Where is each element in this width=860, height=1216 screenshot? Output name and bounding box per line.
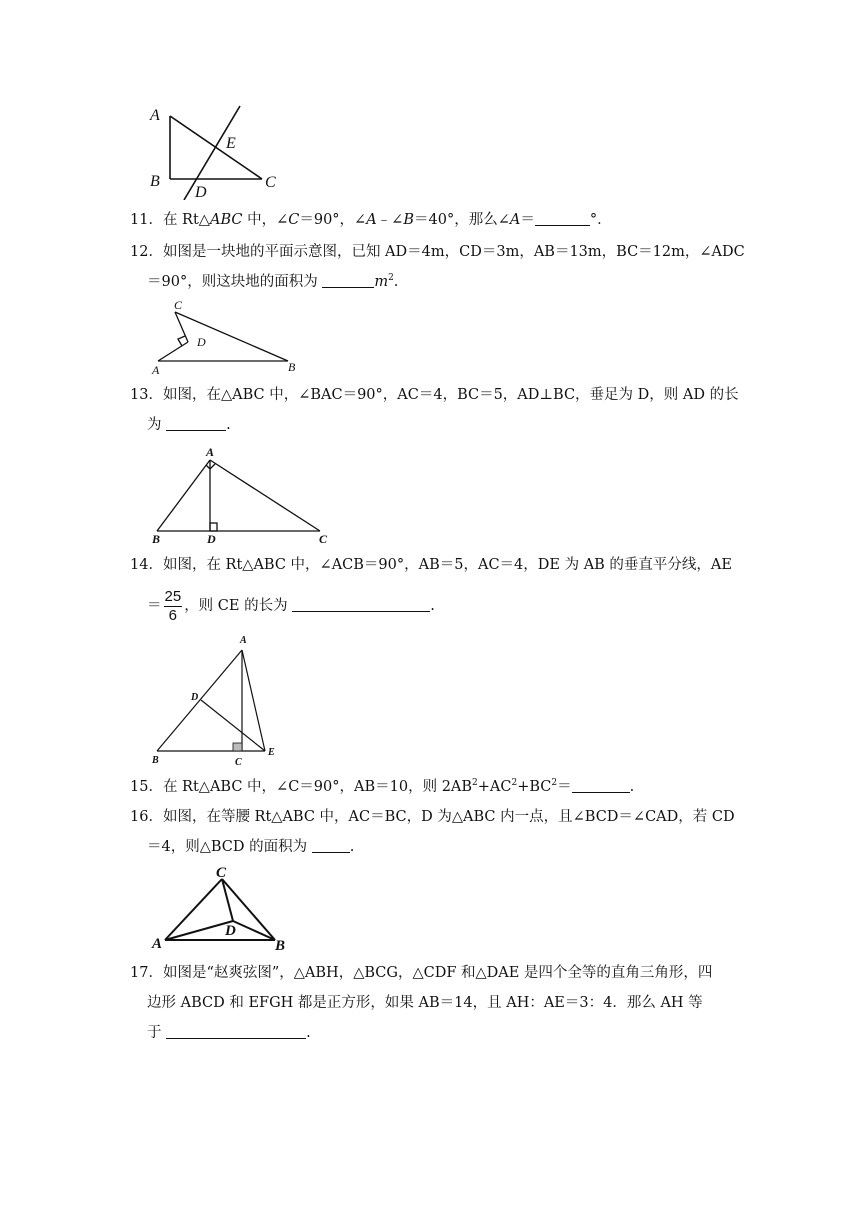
label-c: C <box>319 532 328 546</box>
question-15: 15．在 Rt△ABC 中，∠C＝90°，AB＝10，则 $2AB^2+AC^2+BC^2=$ . <box>130 772 730 802</box>
question-14: 14．如图，在 Rt△ABC 中，∠ACB＝90°，AB＝5，AC＝4，DE 为 AB 的垂直平分线，AE <box>130 557 732 573</box>
label-b: B <box>152 755 159 766</box>
answer-blank[interactable] <box>322 271 374 288</box>
label-a: A <box>152 936 163 952</box>
label-c: C <box>174 298 183 312</box>
question-16: 16．如图，在等腰 Rt△ABC 中，AC＝BC，D 为△ABC 内一点，且∠BCD＝∠CAD，若 CD <box>130 809 735 825</box>
label-b: B <box>288 360 296 374</box>
answer-blank[interactable] <box>166 414 226 431</box>
question-17-line2: 边形 ABCD 和 EFGH 都是正方形，如果 AB＝14，且 AH：AE＝3：4．那么 AH 等 <box>147 995 703 1011</box>
question-16-line2: ＝4，则△BCD 的面积为 . <box>147 832 747 862</box>
answer-blank[interactable] <box>166 1022 306 1039</box>
answer-blank[interactable] <box>535 209 590 226</box>
label-b: B <box>150 173 160 190</box>
figure-q10 <box>140 100 290 200</box>
label-b: B <box>275 938 286 952</box>
question-13-line2: 为 . <box>147 410 747 440</box>
label-e: E <box>268 747 275 758</box>
question-13: 13．如图，在△ABC 中，∠BAC＝90°，AC＝4，BC＝5，AD⊥BC，垂足为 D，则 AD 的长 <box>130 387 739 403</box>
label-a: A <box>240 635 247 646</box>
answer-blank[interactable] <box>312 836 350 853</box>
figure-q14 <box>145 630 290 770</box>
label-c: C <box>235 757 242 768</box>
label-a: A <box>206 445 215 459</box>
question-11: 11．在 Rt△ABC 中，∠C＝90°，∠A﹣∠B＝40°，那么∠A＝ °． <box>130 205 730 235</box>
label-d: D <box>191 692 199 703</box>
label-c: C <box>216 865 227 881</box>
answer-blank[interactable] <box>292 595 430 612</box>
label-d: D <box>225 923 236 939</box>
question-12: 12．如图是一块地的平面示意图，已知 AD＝4m，CD＝3m，AB＝13m，BC＝12m，∠ADC <box>130 244 745 260</box>
figure-q13 <box>145 443 345 548</box>
label-d: D <box>197 335 206 349</box>
question-17-line3: 于 . <box>147 1018 747 1048</box>
figure-q12 <box>145 296 305 376</box>
label-d: D <box>195 184 207 200</box>
question-12-line2: ＝90°，则这块地的面积为 $m^2$. <box>147 267 747 297</box>
label-a: A <box>150 107 160 124</box>
label-b: B <box>152 532 161 546</box>
label-d: D <box>207 532 216 546</box>
question-14-line2: ＝ $\frac{25}{6}$ ，则 CE 的长为 . <box>147 587 435 624</box>
question-17: 17．如图是“赵爽弦图”，△ABH，△BCG，△CDF 和△DAE 是四个全等的直角三角形，四 <box>130 965 713 981</box>
figure-q16 <box>145 862 295 952</box>
label-a: A <box>152 363 160 376</box>
label-e: E <box>226 135 236 152</box>
label-c: C <box>265 174 276 191</box>
fraction-ae: $\frac{25}{6}$ <box>164 587 182 624</box>
answer-blank[interactable] <box>572 776 630 793</box>
